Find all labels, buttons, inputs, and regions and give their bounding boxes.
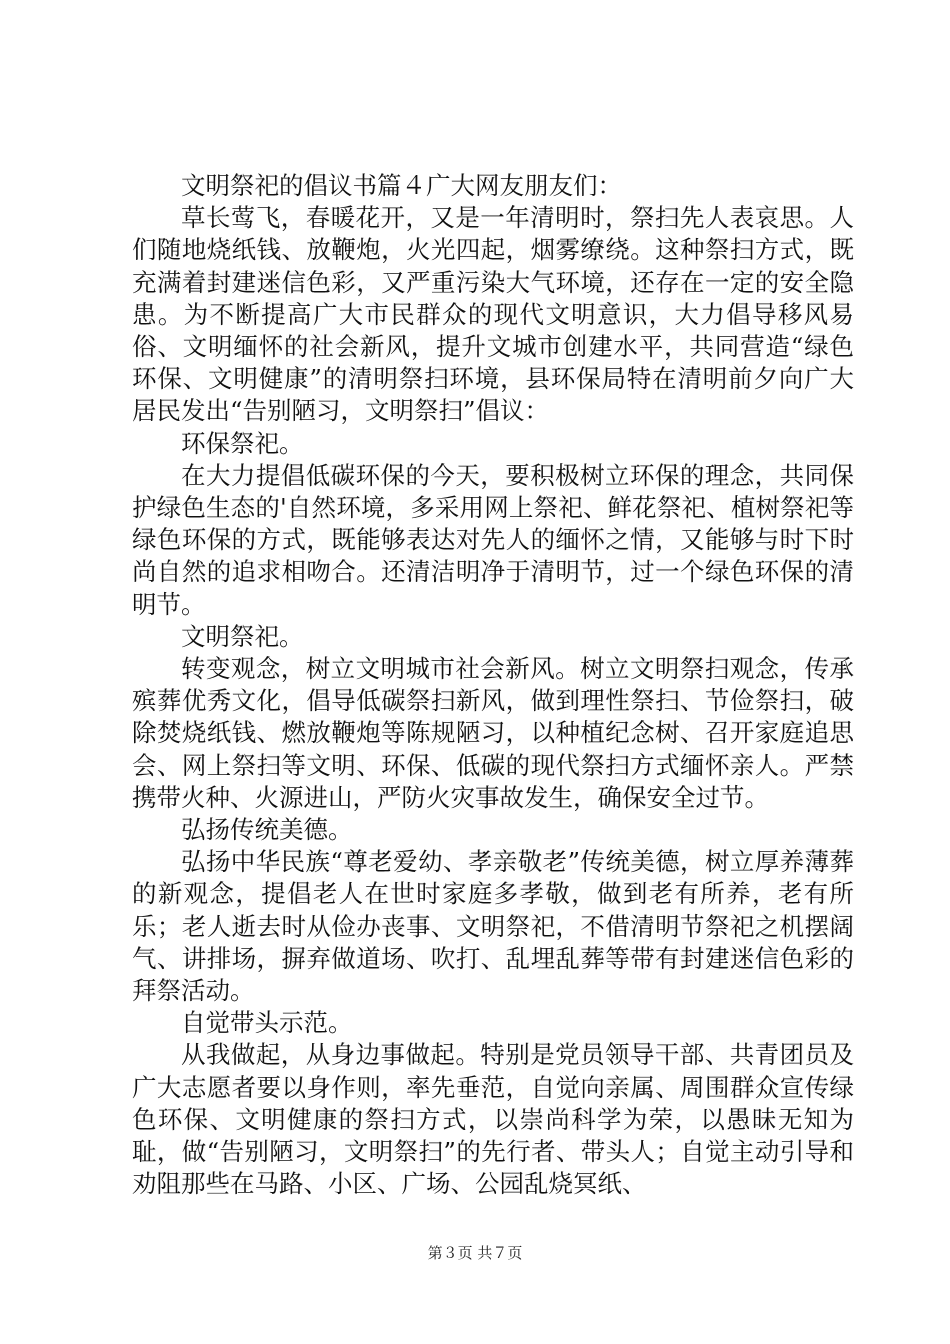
paragraph-eco: 在大力提倡低碳环保的今天，要积极树立环保的理念，共同保护绿色生态的'自然环境，多采用网上祭祀、鲜花祭祀、植树祭祀等绿色环保的方式，既能够表达对先人的缅怀之情，又能够与时下时尚自然的追求相吻合。还清洁明净于清明节，过一个绿色环保的清明节。 xyxy=(132,460,854,619)
paragraph-tradition: 弘扬中华民族“尊老爱幼、孝亲敬老”传统美德，树立厚养薄葬的新观念，提倡老人在世时家庭多孝敬，做到老有所养，老有所乐；老人逝去时从俭办丧事、文明祭祀，不借清明节祭祀之机摆阔气、讲排场，摒弃做道场、吹打、乱埋乱葬等带有封建迷信色彩的拜祭活动。 xyxy=(132,847,854,1006)
paragraph-civilized: 转变观念，树立文明城市社会新风。树立文明祭扫观念，传承殡葬优秀文化，倡导低碳祭扫新风，做到理性祭扫、节俭祭扫，破除焚烧纸钱、燃放鞭炮等陈规陋习，以种植纪念树、召开家庭追思会、网上祭扫等文明、环保、低碳的现代祭扫方式缅怀亲人。严禁携带火种、火源进山，严防火灾事故发生，确保安全过节。 xyxy=(132,654,854,812)
section-heading-civilized: 文明祭祀。 xyxy=(181,621,304,651)
section-heading-example: 自觉带头示范。 xyxy=(181,1008,353,1038)
document-body xyxy=(132,170,854,1201)
paragraph-heading: 文明祭祀的倡议书篇４广大网友朋友们： xyxy=(181,171,622,200)
section-heading-eco: 环保祭祀。 xyxy=(181,428,304,458)
paragraph-example: 从我做起，从身边事做起。特别是党员领导干部、共青团员及广大志愿者要以身作则，率先垂范，自觉向亲属、周围群众宣传绿色环保、文明健康的祭扫方式，以崇尚科学为荣，以愚昧无知为耻，做“告别陋习，文明祭扫”的先行者、带头人；自觉主动引导和劝阻那些在马路、小区、广场、公园乱烧冥纸、 xyxy=(132,1040,854,1199)
page-number: 第３页 共７页 xyxy=(427,1244,523,1262)
paragraph-intro: 草长莺飞，春暖花开，又是一年清明时，祭扫先人表哀思。人们随地烧纸钱、放鞭炮，火光四起，烟雾缭绕。这种祭扫方式，既充满着封建迷信色彩，又严重污染大气环境，还存在一定的安全隐患。为不断提高广大市民群众的现代文明意识，大力倡导移风易俗、文明缅怀的社会新风，提升文城市创建水平，共同营造“绿色环保、文明健康”的清明祭扫环境，县环保局特在清明前夕向广大居民发出“告别陋习，文明祭扫”倡议： xyxy=(132,203,854,426)
section-heading-tradition: 弘扬传统美德。 xyxy=(181,815,353,845)
